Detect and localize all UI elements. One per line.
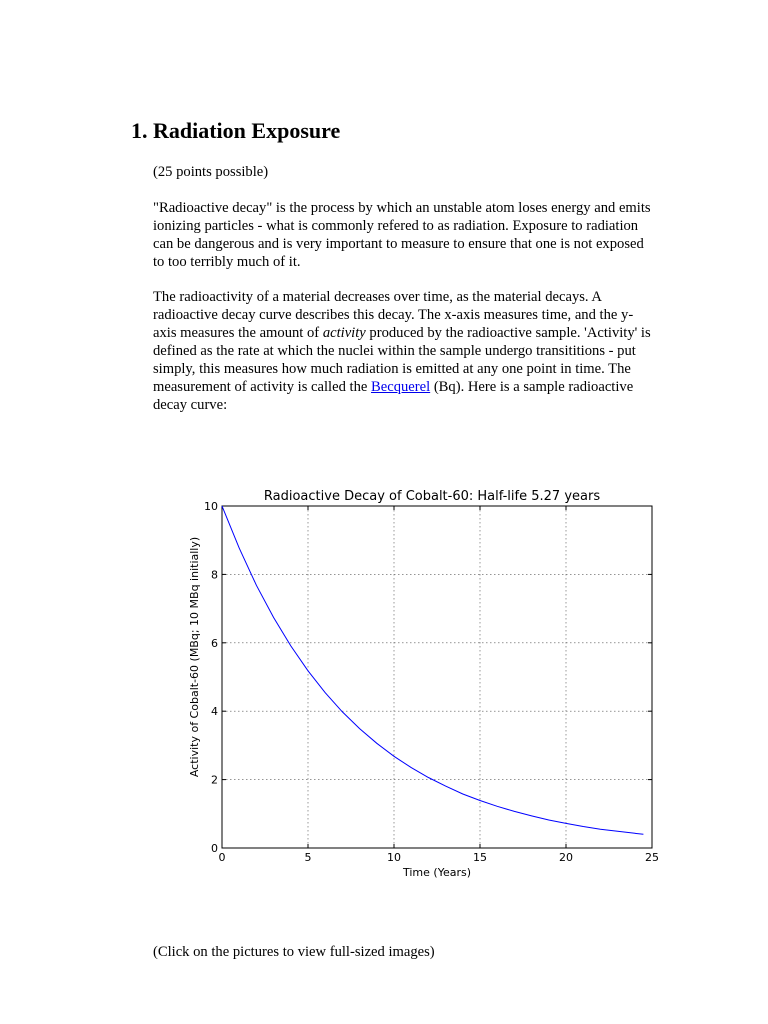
- body-emphasis: activity: [322, 325, 366, 341]
- x-axis-label: Time (Years): [402, 866, 472, 879]
- body-text-part2: produced by the radioactive sample. 'Activity' is defined as the rate at which the nuclei within the sample undergo transititions - put simply, this measures how much radiation is emitted at any one point in time. The measurement of activity is called the: [153, 325, 651, 395]
- y-tick-label: 6: [211, 636, 218, 650]
- x-tick-label: 20: [559, 851, 573, 864]
- x-tick-label: 25: [645, 851, 659, 864]
- points-note: (25 points possible): [153, 164, 269, 180]
- plot-frame: [222, 506, 652, 848]
- y-tick-label: 2: [211, 773, 218, 787]
- click-note: (Click on the pictures to view full-sized images): [153, 944, 435, 960]
- x-tick-label: 0: [218, 851, 226, 864]
- becquerel-link[interactable]: Becquerel: [371, 379, 431, 395]
- body-paragraph: [153, 288, 653, 414]
- decay-chart-image[interactable]: [180, 480, 660, 880]
- x-tick-label: 10: [387, 851, 401, 864]
- chart-title: Radioactive Decay of Cobalt-60: Half-life 5.27 years: [263, 489, 601, 504]
- page-title: 1. Radiation Exposure: [131, 118, 341, 143]
- y-axis-label: Activity of Cobalt-60 (MBq; 10 MBq initially): [188, 536, 201, 778]
- body-text-part1: The radioactivity of a material decreases over time, as the material decays. A radioactive decay curve describes this decay. The x-axis measures time, and the y-axis measures the amount of: [153, 289, 634, 341]
- x-tick-label: 5: [304, 851, 312, 864]
- y-tick-label: 0: [211, 842, 218, 855]
- x-tick-label: 15: [473, 851, 487, 864]
- y-tick-label: 8: [211, 568, 218, 582]
- y-tick-label: 4: [211, 705, 218, 719]
- series-line-cobalt-60: [222, 506, 643, 834]
- y-tick-label: 10: [204, 500, 218, 513]
- body-text-part3: (Bq). Here is a sample radioactive decay curve:: [153, 379, 634, 413]
- decay-chart: [180, 480, 660, 880]
- intro-paragraph: "Radioactive decay" is the process by which an unstable atom loses energy and emits ionizing particles - what is commonly refered to as radiation. Exposure to radiation can be dangerous and is very important to measure to ensure that one is not exposed to too terribly much of it.: [153, 200, 651, 270]
